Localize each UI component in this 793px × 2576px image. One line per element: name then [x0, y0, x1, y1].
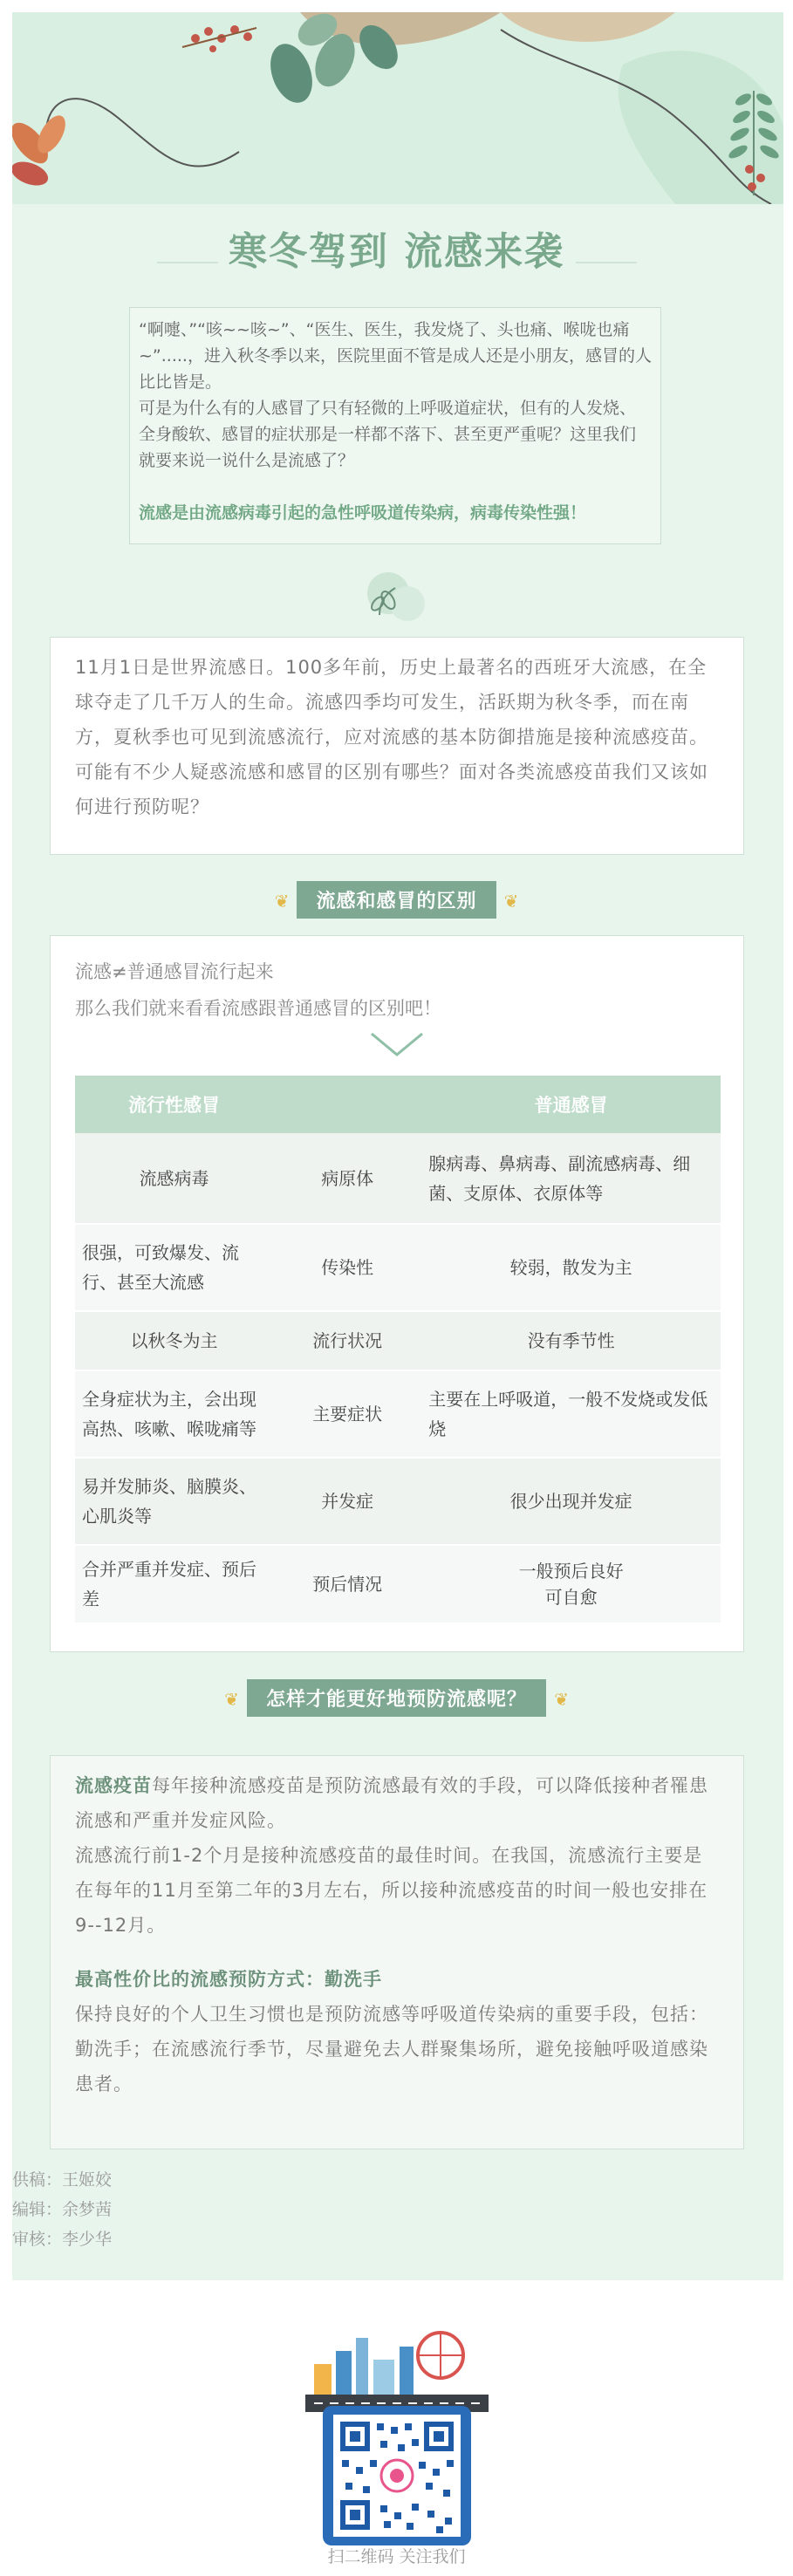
section-prevention-label: 怎样才能更好地预防流感呢？	[247, 1679, 546, 1717]
table-cell-cold: 一般预后良好 可自愈	[421, 1545, 721, 1623]
title-divider-left	[157, 262, 218, 263]
table-cell-cold: 主要在上呼吸道，一般不发烧或发低烧	[421, 1370, 721, 1458]
table-cell-item: 病原体	[273, 1133, 421, 1224]
leaf-left-icon: ❦	[224, 1689, 239, 1710]
vaccine-title: 流感疫苗	[75, 1775, 152, 1796]
table-cell-cold: 没有季节性	[421, 1311, 721, 1370]
leaf-left-icon: ❦	[274, 891, 290, 912]
comparison-line-2: 那么我们就来看看流感跟普通感冒的区别吧！	[75, 998, 441, 1019]
credit-reviewer: 审核：李少华	[12, 2230, 113, 2249]
intro-paragraph-1: “啊嚏、”“咳~~咳~”、“医生、医生，我发烧了、头也痛、喉咙也痛~”.....，进入秋冬季以来，医院里面不管是成人还是小朋友，感冒的人比比皆是。	[139, 320, 652, 392]
vaccine-paragraph	[51, 1768, 743, 1838]
intro-box	[129, 307, 661, 544]
leaf-decoration	[12, 12, 783, 204]
vaccine-text: 每年接种流感疫苗是预防流感最有效的手段，可以降低接种者罹患流感和严重并发症风险。	[75, 1775, 708, 1831]
chevron-down-icon	[51, 1027, 743, 1076]
table-cell-flu: 易并发肺炎、脑膜炎、心肌炎等	[75, 1458, 273, 1545]
table-cell-item: 流行状况	[273, 1311, 421, 1370]
section-difference-label: 流感和感冒的区别	[297, 881, 496, 919]
prevention-card	[50, 1755, 744, 2149]
comparison-card	[50, 935, 744, 1652]
table-header-item	[273, 1076, 421, 1133]
header-banner	[12, 12, 783, 204]
table-row	[75, 1224, 721, 1311]
comparison-line-1: 流感≠普通感冒流行起来	[75, 961, 274, 982]
table-cell-flu: 流感病毒	[75, 1133, 273, 1224]
table-cell-flu: 以秋冬为主	[75, 1311, 273, 1370]
intro-paragraph-2: 可是为什么有的人感冒了只有轻微的上呼吸道症状，但有的人发烧、全身酸软、感冒的症状那是一样都不落下、甚至更严重呢？这里我们就要来说一说什么是流感了？	[139, 399, 637, 470]
table-header-flu: 流行性感冒	[75, 1076, 273, 1133]
table-cell-flu: 合并严重并发症、预后差	[75, 1545, 273, 1623]
section-prevention-header	[0, 1679, 793, 1717]
world-flu-day-text: 11月1日是世界流感日。100多年前，历史上最著名的西班牙大流感，在全球夺走了几千万人的生命。流感四季均可发生，活跃期为秋冬季，而在南方，夏秋季也可见到流感流行，应对流感的基本防御措施是接种流感疫苗。可能有不少人疑惑流感和感冒的区别有哪些？面对各类流感疫苗我们又该如何进行预防呢？	[75, 657, 708, 817]
table-cell-cold: 很少出现并发症	[421, 1458, 721, 1545]
credit-editor: 编辑：余梦茜	[12, 2200, 113, 2219]
section-difference-header	[0, 881, 793, 919]
qr-caption: 扫二维码 关注我们	[327, 2547, 466, 2566]
table-header-cold: 普通感冒	[421, 1076, 721, 1133]
leaf-ornament-icon	[353, 567, 441, 628]
page-title: 寒冬驾到 流感来袭	[228, 229, 565, 274]
leaf-right-icon: ❦	[554, 1689, 569, 1710]
table-row	[75, 1133, 721, 1224]
world-flu-day-card	[50, 637, 744, 855]
table-cell-item: 传染性	[273, 1224, 421, 1311]
table-cell-cold: 腺病毒、鼻病毒、副流感病毒、细菌、支原体、衣原体等	[421, 1133, 721, 1224]
table-cell-flu: 全身症状为主，会出现高热、咳嗽、喉咙痛等	[75, 1370, 273, 1458]
timing-text: 流感流行前1-2个月是接种流感疫苗的最佳时间。在我国，流感流行主要是在每年的11月至第二年的3月左右，所以接种流感疫苗的时间一般也安排在9--12月。	[75, 1845, 708, 1936]
table-cell-item: 并发症	[273, 1458, 421, 1545]
table-row	[75, 1311, 721, 1370]
table-row	[75, 1458, 721, 1545]
table-cell-flu: 很强，可致爆发、流行、甚至大流感	[75, 1224, 273, 1311]
table-cell-cold: 较弱，散发为主	[421, 1224, 721, 1311]
handwash-title: 最高性价比的流感预防方式：勤洗手	[75, 1969, 382, 1990]
table-cell-item: 主要症状	[273, 1370, 421, 1458]
table-row	[75, 1370, 721, 1458]
table-cell-item: 预后情况	[273, 1545, 421, 1623]
credit-writer: 供稿：王姬姣	[12, 2170, 113, 2190]
table-row	[75, 1545, 721, 1623]
qr-code-graphic	[297, 2312, 497, 2547]
credits	[12, 2165, 112, 2254]
leaf-right-icon: ❦	[503, 891, 519, 912]
intro-highlight: 流感是由流感病毒引起的急性呼吸道传染病，病毒传染性强！	[139, 503, 587, 523]
comparison-table	[75, 1076, 721, 1624]
title-divider-right	[576, 262, 637, 263]
handwash-text: 保持良好的个人卫生习惯也是预防流感等呼吸道传染病的重要手段，包括：勤洗手；在流感流行季节，尽量避免去人群聚集场所，避免接触呼吸道感染患者。	[75, 2004, 708, 2094]
